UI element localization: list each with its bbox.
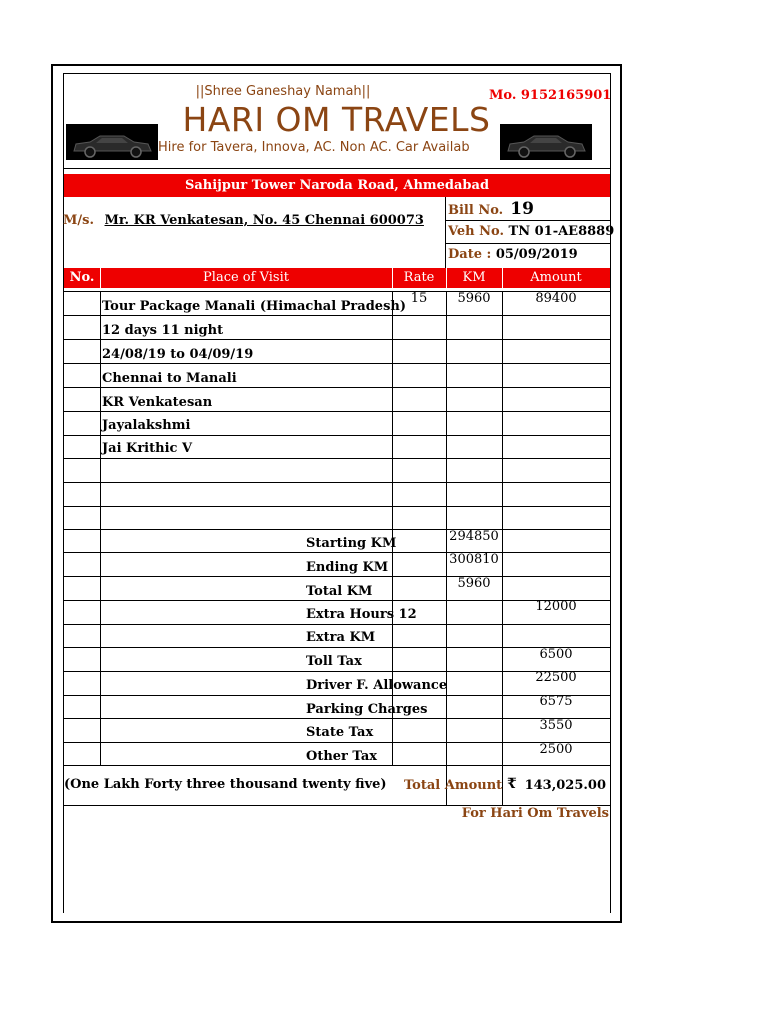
amount-in-words: (One Lakh Forty three thousand twenty five) xyxy=(64,777,387,792)
grid-row-line xyxy=(63,765,610,766)
vehicle-number xyxy=(448,224,614,239)
description-line: 24/08/19 to 04/09/19 xyxy=(102,347,254,362)
description-line: KR Venkatesan xyxy=(102,395,213,410)
grid-row-line xyxy=(63,529,610,530)
km-value: 5960 xyxy=(457,291,491,306)
blessing-text: ||Shree Ganeshay Namah|| xyxy=(195,84,371,99)
amount-value: 89400 xyxy=(535,291,577,306)
bill-box-left xyxy=(445,197,446,268)
header-sep xyxy=(100,268,101,288)
other-tax-value: 2500 xyxy=(539,742,573,757)
parking-charges-value: 6575 xyxy=(539,694,573,709)
grid-row-line xyxy=(63,387,610,388)
extra-km-label: Extra KM xyxy=(306,630,376,645)
col-header-km: KM xyxy=(462,270,486,285)
address-bar: Sahijpur Tower Naroda Road, Ahmedabad xyxy=(64,174,610,197)
grid-row-line xyxy=(63,458,610,459)
state-tax-value: 3550 xyxy=(539,718,573,733)
bill-no-label: Bill No. xyxy=(448,203,504,218)
grid-row-line xyxy=(63,339,610,340)
starting-km-label: Starting KM xyxy=(306,536,397,551)
starting-km-value: 294850 xyxy=(449,529,499,544)
bill-box-line xyxy=(445,243,610,244)
mobile-label: Mo. xyxy=(489,88,517,103)
grid-row-line xyxy=(63,435,610,436)
total-amount-label: Total Amount xyxy=(404,778,503,793)
toll-tax-value: 6500 xyxy=(539,647,573,662)
state-tax-label: State Tax xyxy=(306,725,374,740)
bill-no-value: 19 xyxy=(510,199,534,219)
header-sep xyxy=(392,268,393,288)
parking-charges-label: Parking Charges xyxy=(306,702,428,717)
ending-km-label: Ending KM xyxy=(306,560,389,575)
frame-inner-right xyxy=(610,73,611,913)
total-amount-value: 143,025.00 xyxy=(524,778,606,793)
grid-row-line xyxy=(63,552,610,553)
description-line: 12 days 11 night xyxy=(102,323,224,338)
customer-label: M/s. xyxy=(63,213,94,228)
veh-no-label: Veh No. xyxy=(448,224,504,239)
col-header-no: No. xyxy=(69,270,95,285)
extra-hours-label: Extra Hours 12 xyxy=(306,607,417,622)
extra-hours-value: 12000 xyxy=(535,599,577,614)
company-tagline: Hire for Tavera, Innova, AC. Non AC. Car Availab xyxy=(158,140,470,155)
grid-row-line xyxy=(63,506,610,507)
car-icon xyxy=(66,124,158,160)
bill-box-line xyxy=(445,220,610,221)
grid-row-line xyxy=(63,411,610,412)
other-tax-label: Other Tax xyxy=(306,749,378,764)
col-header-amount: Amount xyxy=(530,270,582,285)
description-line: Jai Krithic V xyxy=(102,441,193,456)
ending-km-value: 300810 xyxy=(449,552,499,567)
grid-row-line xyxy=(63,363,610,364)
frame-inner-top xyxy=(63,73,610,74)
grid-col-line xyxy=(446,291,447,805)
grid-row-line xyxy=(63,624,610,625)
header-sep xyxy=(446,268,447,288)
company-name: HARI OM TRAVELS xyxy=(182,100,491,139)
mobile-value: 9152165901 xyxy=(520,88,612,103)
rupee-icon: ₹ xyxy=(507,776,517,792)
header-sep xyxy=(502,268,503,288)
date-label: Date : xyxy=(448,247,492,262)
grid-row-line xyxy=(63,482,610,483)
rate-value: 15 xyxy=(410,291,428,306)
description-line: Jayalakshmi xyxy=(102,418,191,433)
car-icon xyxy=(500,124,592,160)
description-line: Tour Package Manali (Himachal Pradesh) xyxy=(102,299,406,314)
header-divider xyxy=(63,168,610,169)
veh-no-value: TN 01-AE8889 xyxy=(508,224,615,239)
col-header-place: Place of Visit xyxy=(203,270,289,285)
grid-row-line xyxy=(63,315,610,316)
bill-number xyxy=(448,199,534,219)
customer-line xyxy=(63,213,424,228)
grid-row-line xyxy=(63,576,610,577)
description-line: Chennai to Manali xyxy=(102,371,237,386)
driver-allowance-label: Driver F. Allowance xyxy=(306,678,448,693)
signature-line: For Hari Om Travels xyxy=(461,806,609,821)
driver-allowance-value: 22500 xyxy=(535,670,577,685)
total-km-label: Total KM xyxy=(306,584,373,599)
customer-name: Mr. KR Venkatesan, No. 45 Chennai 600073 xyxy=(104,213,424,228)
total-km-value: 5960 xyxy=(457,576,491,591)
col-header-rate: Rate xyxy=(403,270,435,285)
bill-date xyxy=(448,247,578,262)
toll-tax-label: Toll Tax xyxy=(306,654,362,669)
date-value: 05/09/2019 xyxy=(495,247,578,262)
